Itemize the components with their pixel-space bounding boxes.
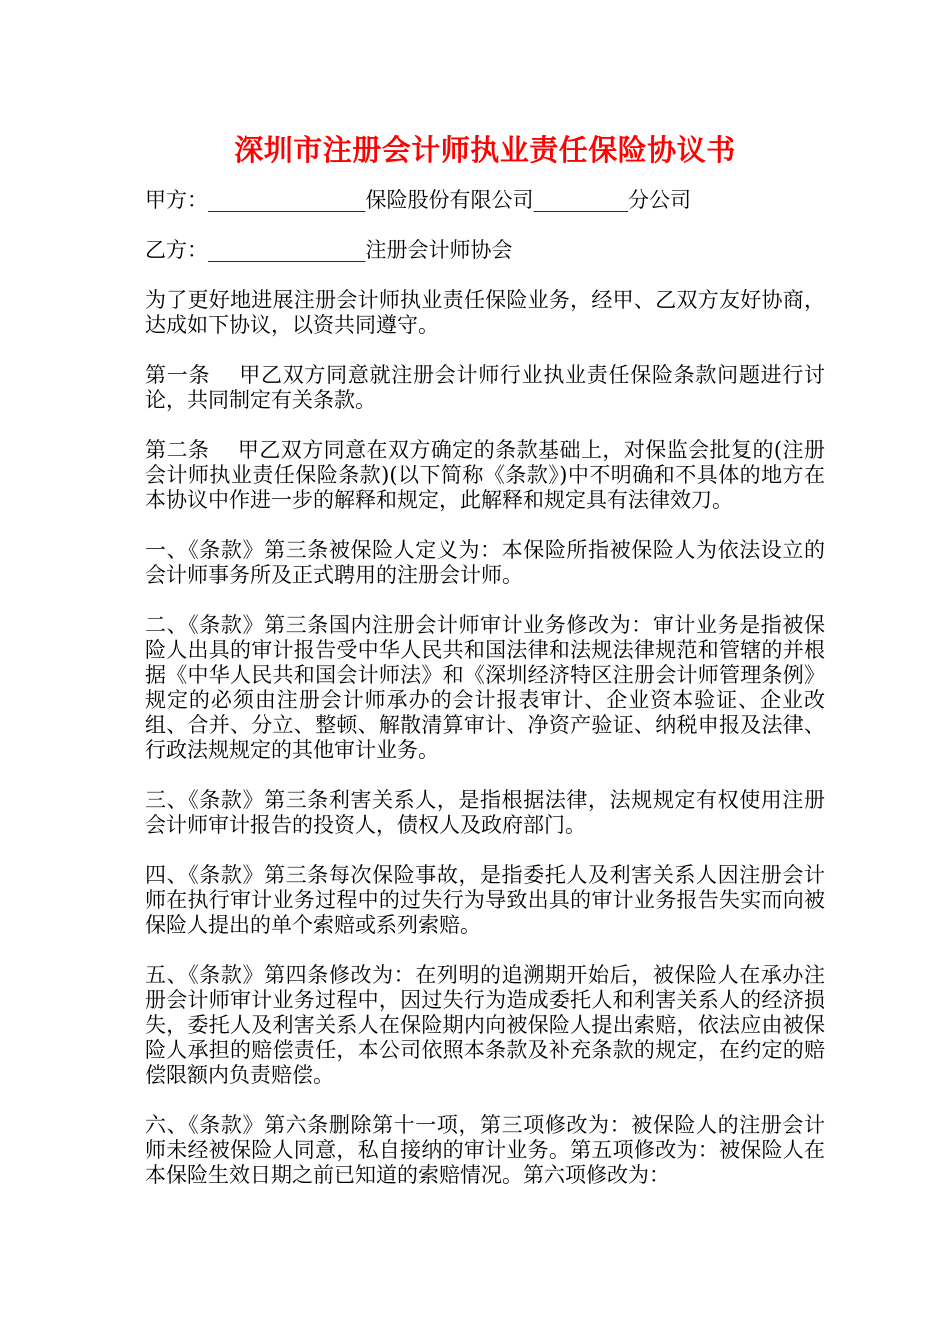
party-b-line: 乙方：_______________注册会计师协会 (145, 238, 513, 262)
article-2-paragraph: 第二条 甲乙双方同意在双方确定的条款基础上，对保监会批复的(注册会计师执业责任保险条款)(以下简称《条款》)中不明确和不具体的地方在本协议中作进一步的解释和规定，此解释和规定具有法律效刀。 (145, 438, 825, 512)
article-1-paragraph: 第一条 甲乙双方同意就注册会计师行业执业责任保险条款问题进行讨论，共同制定有关条款。 (145, 363, 825, 412)
clause-1-paragraph: 一、《条款》第三条被保险人定义为：本保险所指被保险人为依法设立的会计师事务所及正式聘用的注册会计师。 (145, 538, 825, 587)
clause-3-paragraph: 三、《条款》第三条利害关系人，是指根据法律，法规规定有权使用注册会计师审计报告的投资人，债权人及政府部门。 (145, 788, 825, 837)
intro-paragraph: 为了更好地进展注册会计师执业责任保险业务，经甲、乙双方友好协商，达成如下协议，以资共同遵守。 (145, 288, 825, 337)
clause-5-paragraph: 五、《条款》第四条修改为：在列明的追溯期开始后，被保险人在承办注册会计师审计业务过程中，因过失行为造成委托人和利害关系人的经济损失，委托人及利害关系人在保险期内向被保险人提出索赔，依法应由被保险人承担的赔偿责任，本公司依照本条款及补充条款的规定，在约定的赔偿限额内负责赔偿。 (145, 963, 825, 1087)
party-a-line: 甲方：_______________保险股份有限公司_________分公司 (145, 188, 691, 212)
clause-2-paragraph: 二、《条款》第三条国内注册会计师审计业务修改为：审计业务是指被保险人出具的审计报告受中华人民共和国法律和法规法律规范和管辖的并根据《中华人民共和国会计师法》和《深圳经济特区注册会计师管理条例》规定的必须由注册会计师承办的会计报表审计、企业资本验证、企业改组、合并、分立、整顿、解散清算审计、净资产验证、纳税申报及法律、行政法规规定的其他审计业务。 (145, 613, 825, 762)
clause-6-paragraph: 六、《条款》第六条删除第十一项，第三项修改为：被保险人的注册会计师未经被保险人同意，私自接纳的审计业务。第五项修改为：被保险人在本保险生效日期之前已知道的索赔情况。第六项修改为： (145, 1113, 825, 1187)
clause-4-paragraph: 四、《条款》第三条每次保险事故，是指委托人及利害关系人因注册会计师在执行审计业务过程中的过失行为导致出具的审计业务报告失实而向被保险人提出的单个索赔或系列索赔。 (145, 863, 825, 937)
document-page (145, 128, 825, 1213)
document-title: 深圳市注册会计师执业责任保险协议书 (234, 133, 736, 167)
